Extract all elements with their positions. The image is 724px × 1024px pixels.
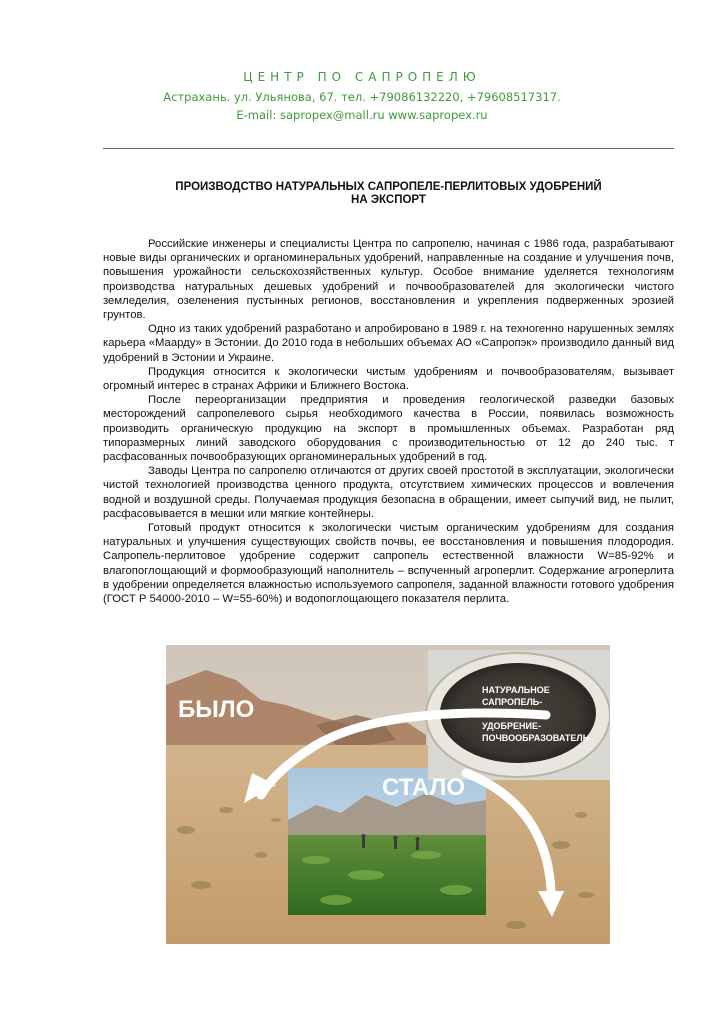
product-label-line-4: УДОБРЕНИЕ- <box>482 721 541 731</box>
document-body <box>103 237 674 606</box>
org-contacts: E-mail: sapropex@mall.ru www.sapropex.ru <box>236 108 488 122</box>
document-title-line-1: ПРОИЗВОДСТВО НАТУРАЛЬНЫХ САПРОПЕЛЕ-ПЕРЛИТОВЫХ УДОБРЕНИЙ <box>175 181 602 193</box>
document-title-line-2: НА ЭКСПОРТ <box>351 194 426 206</box>
paragraph-4: После переорганизации предприятия и проведения геологической разведки базовых месторождений сапропелевого сырья необходимого качества в России, появилась возможность производить органическую продукцию на экспорт в промышленных объемах. Разработан ряд типоразмерных линий заводского оборудования с производительностью от 12 до 240 тыс. т расфасованных почвообразующих органоминеральных удобрений в год. <box>103 394 674 464</box>
label-before: БЫЛО <box>178 696 255 723</box>
org-title: ЦЕНТР ПО САПРОПЕЛЮ <box>243 70 481 84</box>
paragraph-3: Продукция относится к экологически чистым удобрениям и почвообразователям, вызывает огромный интерес в странах Африки и Ближнего Востока. <box>103 365 674 393</box>
paragraph-6: Готовый продукт относится к экологически чистым органическим удобрениям для создания натуральных и улучшения существующих свойств почвы, ее восстановления и повышения плодородия. Сапропель-перлитовое удобрение содержит сапропель естественной влажности W=85-92% и влагопоглощающий и формообразующий наполнитель – вспученный агроперлит. Содержание агроперлита в удобрении определяется влажностью используемого сапропеля, заданной влажности готового удобрения (ГОСТ Р 54000-2010 – W=55-60%) и водопоглощающего показателя перлита. <box>103 522 674 606</box>
before-after-photo <box>166 645 610 944</box>
product-label-line-3: ПЕРЛИТОВОЕ <box>482 709 545 719</box>
document-title <box>103 181 674 207</box>
paragraph-1: Российские инженеры и специалисты Центра по сапропелю, начиная с 1986 года, разрабатывают новые виды органических и органоминеральных удобрений, направленные на создание и улучшения почв, повышения урожайности сельскохозяйственных культур. Особое внимание уделяется технологиям производства натуральных дешевых удобрений и почвообразователей для экологически чистого земледелия, озеленения пустынных регионов, восстановления и укрепления подверженных эрозией грунтов. <box>103 238 674 322</box>
org-address: Астрахань. ул. Ульянова, 67. тел. +79086132220, +79608517317. <box>163 90 561 104</box>
product-label-line-1: НАТУРАЛЬНОЕ <box>482 685 550 695</box>
paragraph-5: Заводы Центра по сапропелю отличаются от других своей простотой в эксплуатации, экологически чистой технологией производства ценного продукта, отсутствием химических процессов и вовлечения водной и воздушной среды. Получаемая продукция безопасна в обращении, имеет сыпучий вид, не пылит, расфасовывается в мешки или мягкие контейнеры. <box>103 465 674 520</box>
header-divider <box>103 148 674 149</box>
product-label-line-5: ПОЧВООБРАЗОВАТЕЛЬ <box>482 733 590 743</box>
product-label-line-2: САПРОПЕЛЬ- <box>482 697 543 707</box>
paragraph-2: Одно из таких удобрений разработано и апробировано в 1989 г. на техногенно нарушенных землях карьера «Маарду» в Эстонии. До 2010 года в небольших объемах АО «Сапропэк» производило данный вид удобрений в Эстонии и Украине. <box>103 323 674 364</box>
label-after: СТАЛО <box>382 774 466 801</box>
